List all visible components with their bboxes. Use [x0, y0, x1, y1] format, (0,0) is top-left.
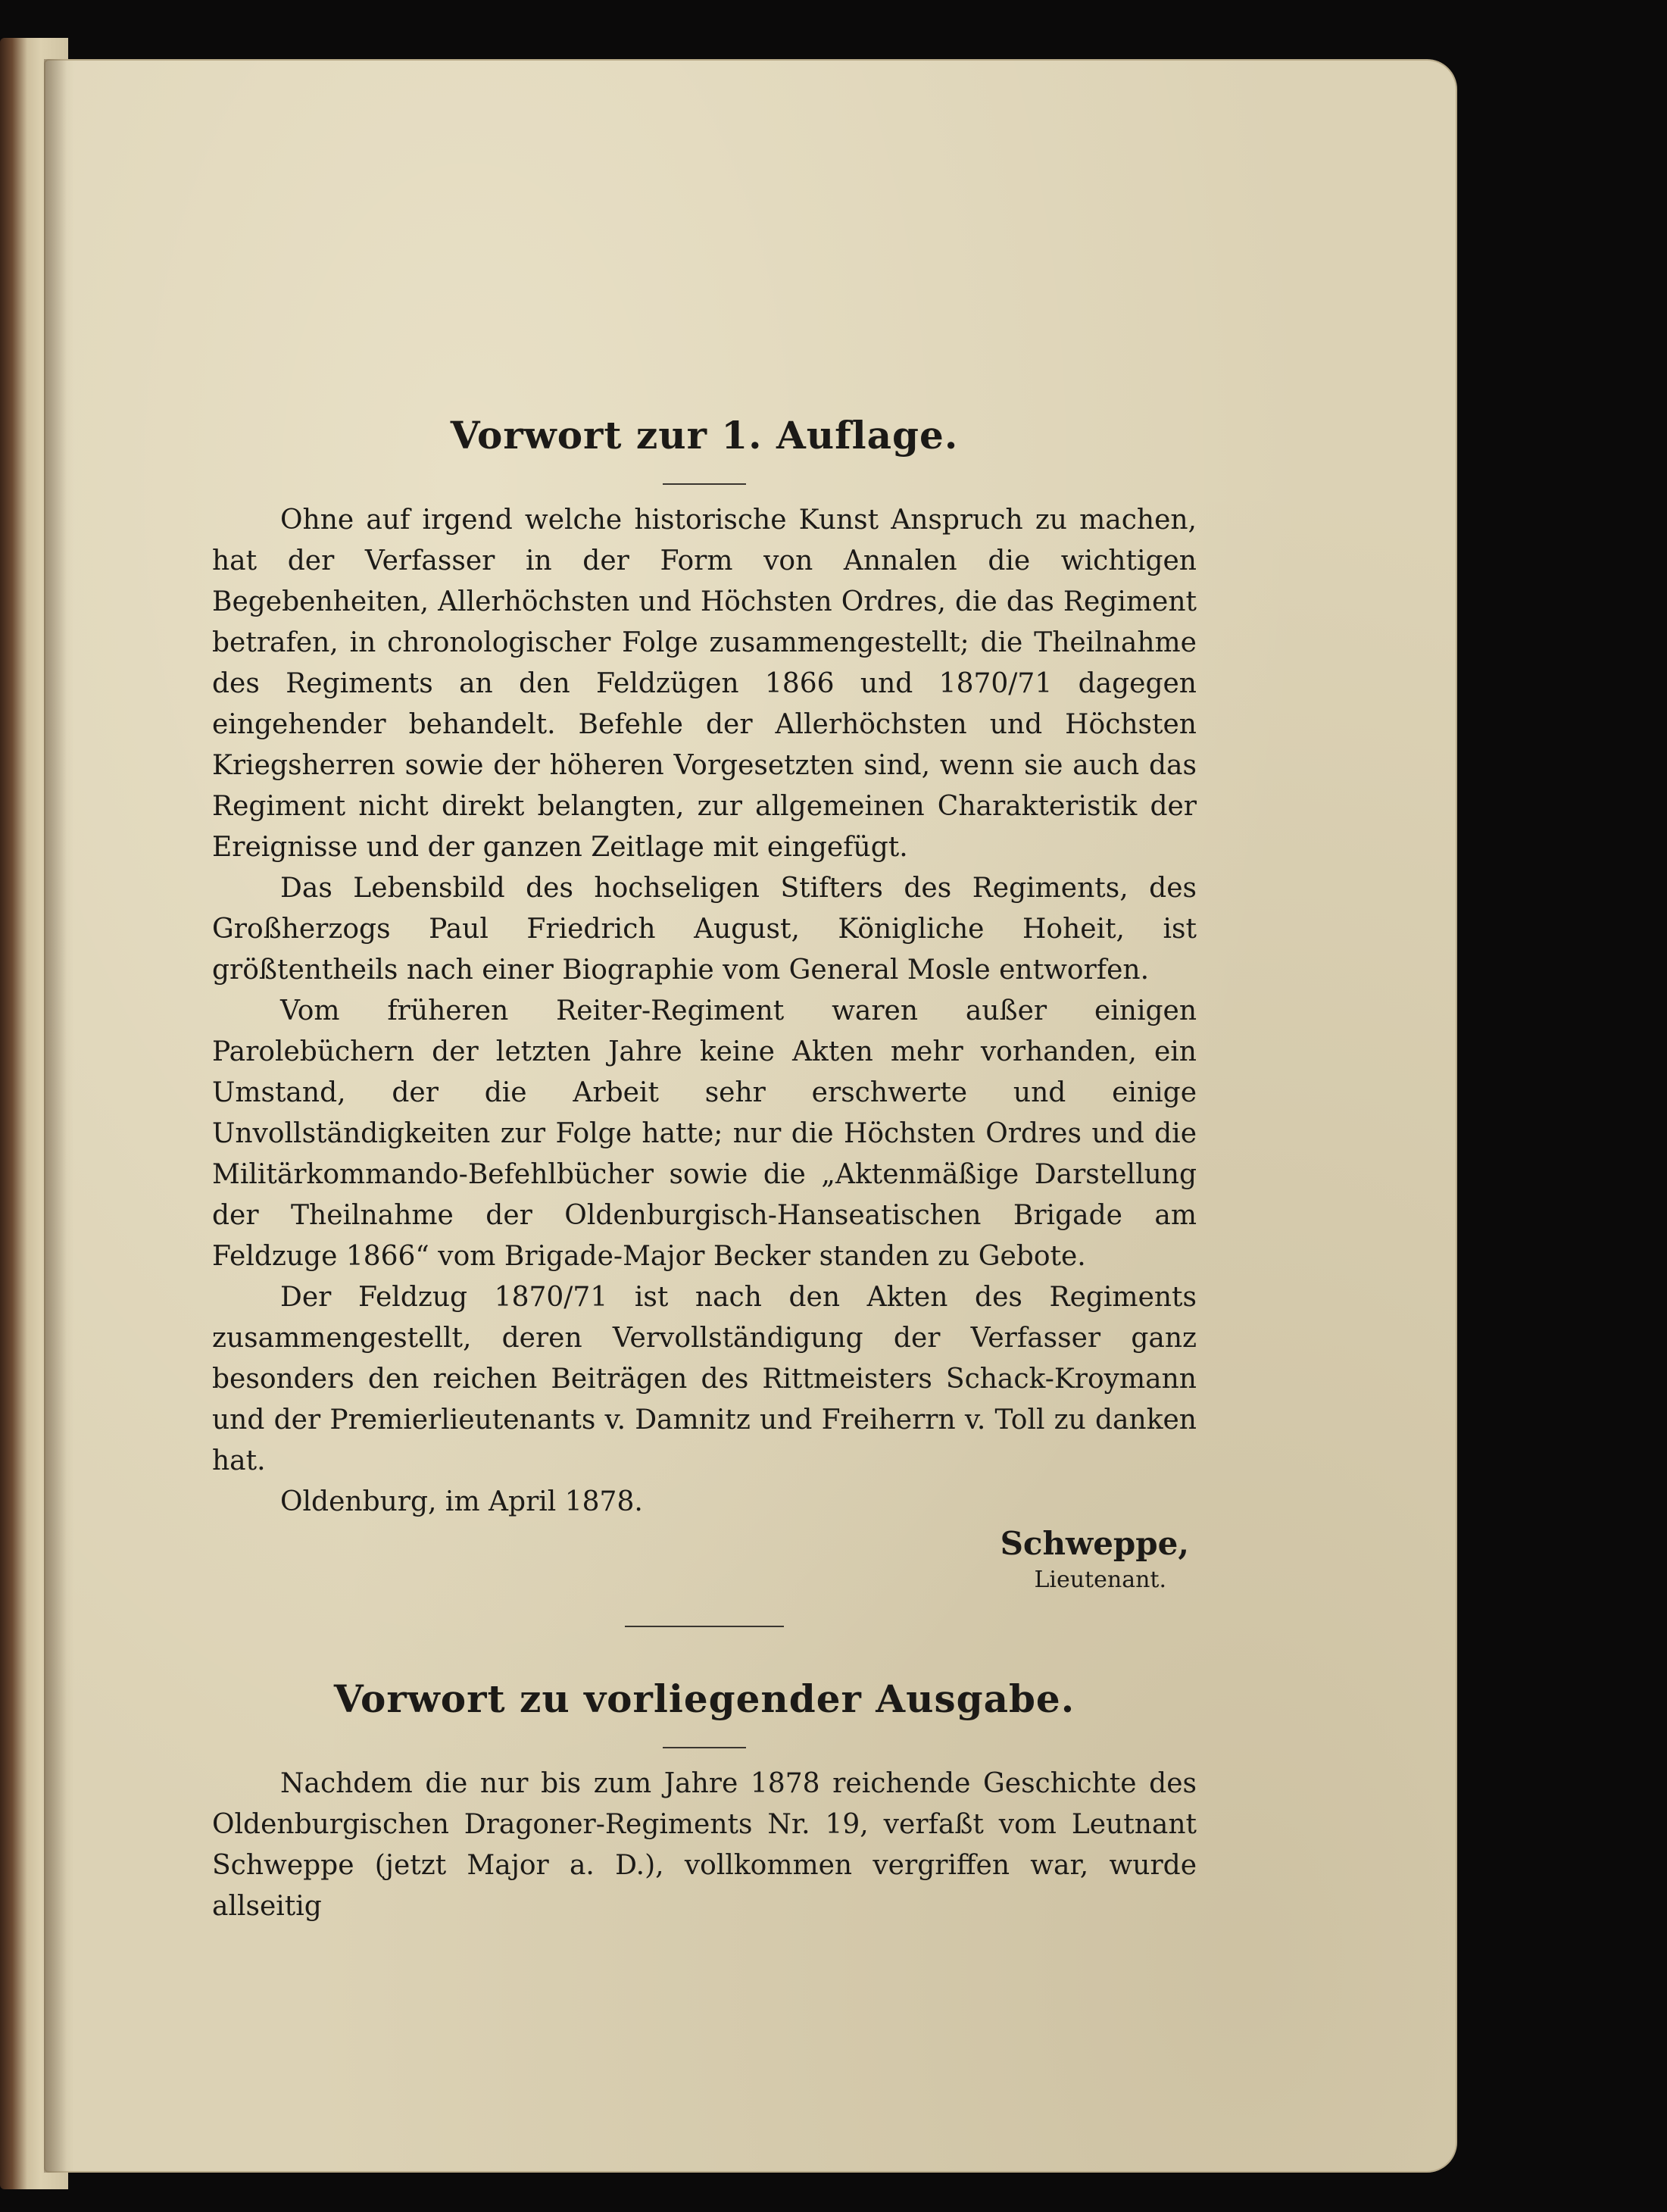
section2-divider: [663, 1747, 746, 1748]
section2-heading: Vorwort zu vorliegender Ausgabe.: [333, 1676, 1075, 1721]
section-separator: [625, 1626, 784, 1627]
signature-rank: Lieutenant.: [1034, 1567, 1166, 1593]
signature-block: [212, 1523, 1197, 1595]
section1-divider: [663, 483, 746, 485]
section1-paragraph-2: Das Lebensbild des hochseligen Stifters des Regiments, des Großherzogs Paul Friedrich August, Königliche Hoheit, ist größtentheils nach einer Biographie vom General Mosle entworfen.: [212, 873, 1197, 986]
section2-paragraph-1: Nachdem die nur bis zum Jahre 1878 reichende Geschichte des Oldenburgischen Dragoner-Regiments Nr. 19, verfaßt vom Leutnant Schweppe (jetzt Major a. D.), vollkommen vergriffen war, wurde allseitig: [212, 1768, 1197, 1922]
section1-heading: Vorwort zur 1. Auflage.: [450, 413, 959, 458]
section1-paragraph-3: Vom früheren Reiter-Regiment waren außer einigen Parolebüchern der letzten Jahre keine Akten mehr vorhanden, ein Umstand, der die Arbeit sehr erschwerte und einige Unvollständigkeiten zur Folge hatte; nur die Höchsten Ordres und die Militärkommando-Befehlbücher sowie die „Aktenmäßige Darstellung der Theilnahme der Oldenburgisch-Hanseatischen Brigade am Feldzuge 1866“ vom Brigade-Major Becker standen zu Gebote.: [212, 995, 1197, 1272]
section1-paragraph-1: Ohne auf irgend welche historische Kunst Anspruch zu machen, hat der Verfasser in der Form von Annalen die wichtigen Begebenheiten, Allerhöchsten und Höchsten Ordres, die das Regiment betrafen, in chronologischer Folge zusammengestellt; die Theilnahme des Regiments an den Feldzügen 1866 und 1870/71 dagegen eingehender behandelt. Befehle der Allerhöchsten und Höchsten Kriegsherren sowie der höheren Vorgesetzten sind, wenn sie auch das Regiment nicht direkt belangten, zur allgemeinen Charakteristik der Ereignisse und der ganzen Zeitlage mit eingefügt.: [212, 505, 1197, 863]
signature-name: Schweppe,: [1000, 1525, 1189, 1562]
gutter-shadow: [44, 59, 67, 2173]
page-text: [212, 409, 1197, 1927]
section1-paragraph-4: Der Feldzug 1870/71 ist nach den Akten des Regiments zusammengestellt, deren Vervollständigung der Verfasser ganz besonders den reichen Beiträgen des Rittmeisters Schack-Kroymann und der Premierlieutenants v. Damnitz und Freiherrn v. Toll zu danken hat.: [212, 1282, 1197, 1476]
place-date: Oldenburg, im April 1878.: [280, 1486, 643, 1517]
